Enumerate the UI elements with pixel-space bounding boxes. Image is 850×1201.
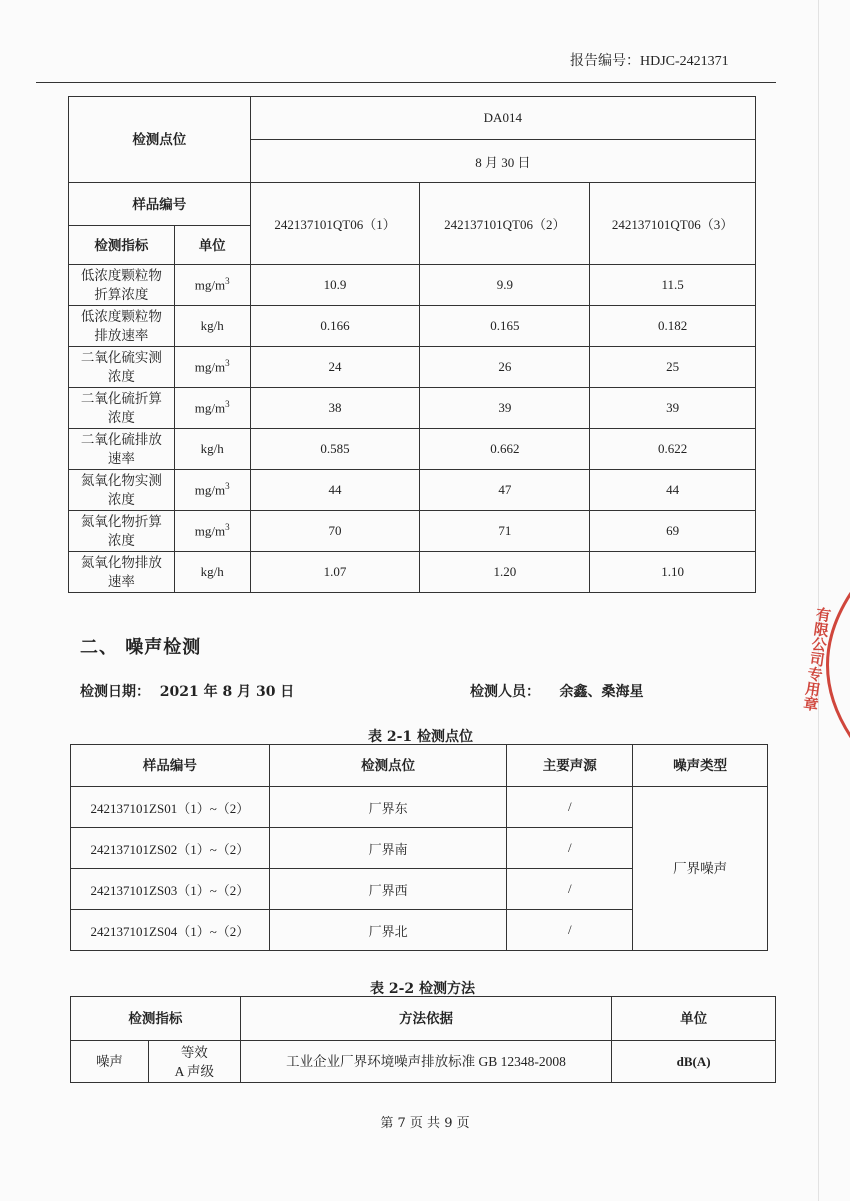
- seal-text: 有限公司专用章: [800, 605, 833, 713]
- header-cell: 噪声类型: [633, 745, 768, 787]
- unit-text: mg/m: [194, 277, 226, 293]
- method-cell: 工业企业厂界环境噪声排放标准 GB 12348-2008: [240, 1041, 611, 1083]
- point-label: 检测点位: [69, 97, 251, 183]
- value-cell: 24: [250, 347, 420, 388]
- table-row: [69, 470, 756, 511]
- source-cell: /: [507, 828, 633, 869]
- indicator-cell: [69, 347, 175, 388]
- indicator-line: 二氧化硫折算: [80, 391, 162, 406]
- value-cell: 0.166: [250, 306, 420, 347]
- unit-cell: [174, 511, 250, 552]
- value-cell: 39: [420, 388, 590, 429]
- unit-cell: [174, 552, 250, 593]
- sample-id: 242137101QT06（3）: [590, 183, 756, 265]
- noise-type-cell: 厂界噪声: [633, 787, 768, 951]
- table-row: [69, 306, 756, 347]
- indicator-line: 速率: [107, 451, 135, 466]
- table-row: [71, 787, 768, 828]
- point-cell: 厂界北: [269, 910, 507, 951]
- indicator-line: 氮氧化物折算: [80, 514, 162, 529]
- source-cell: /: [507, 787, 633, 828]
- source-cell: /: [507, 869, 633, 910]
- indicator-cell: [69, 388, 175, 429]
- header-cell: 单位: [612, 997, 776, 1041]
- test-date-label: 检测日期：: [80, 684, 150, 700]
- unit-exponent: 3: [225, 276, 230, 287]
- value-cell: 44: [590, 470, 756, 511]
- value-cell: 0.165: [420, 306, 590, 347]
- point-cell: 厂界东: [269, 787, 507, 828]
- sample-id: 242137101QT06（1）: [250, 183, 420, 265]
- value-cell: 25: [590, 347, 756, 388]
- value-cell: 0.662: [420, 429, 590, 470]
- unit-exponent: 3: [225, 522, 230, 533]
- indicator-line: 低浓度颗粒物: [80, 268, 162, 283]
- indicator-cell: 噪声: [71, 1041, 149, 1083]
- indicator-cell: [69, 306, 175, 347]
- unit-cell: [174, 265, 250, 306]
- indicator-line: 二氧化硫实测: [80, 350, 162, 365]
- company-seal-fragment: [796, 585, 850, 745]
- indicator-line: 浓度: [107, 369, 135, 384]
- unit-cell: [174, 388, 250, 429]
- value-cell: 9.9: [420, 265, 590, 306]
- sample-label: 样品编号: [69, 183, 251, 226]
- sub-indicator-cell: [148, 1041, 240, 1083]
- indicator-cell: [69, 552, 175, 593]
- value-cell: 70: [250, 511, 420, 552]
- test-date: [80, 681, 294, 701]
- value-cell: 69: [590, 511, 756, 552]
- value-cell: 1.07: [250, 552, 420, 593]
- header-rule: [36, 82, 776, 83]
- unit-exponent: 3: [225, 358, 230, 369]
- unit-text: mg/m: [194, 482, 226, 498]
- indicator-cell: [69, 511, 175, 552]
- table-caption: 表 2-2 检测方法: [370, 981, 476, 997]
- unit-label: 单位: [174, 226, 250, 265]
- indicator-line: 低浓度颗粒物: [80, 309, 162, 324]
- indicator-cell: [69, 265, 175, 306]
- source-cell: /: [507, 910, 633, 951]
- indicator-line: 浓度: [107, 492, 135, 507]
- page-number: 第 7 页 共 9 页: [380, 1116, 470, 1131]
- unit-text: kg/h: [200, 318, 224, 333]
- unit-text: mg/m: [194, 523, 226, 539]
- header-cell: 检测点位: [269, 745, 507, 787]
- test-staff-label: 检测人员：: [470, 684, 540, 700]
- unit-cell: [174, 429, 250, 470]
- test-staff-value: 余鑫、桑海星: [559, 684, 644, 700]
- value-cell: 0.182: [590, 306, 756, 347]
- unit-text: kg/h: [200, 441, 224, 456]
- header-cell: 方法依据: [240, 997, 611, 1041]
- table-row: [69, 347, 756, 388]
- unit-text: kg/h: [200, 564, 224, 579]
- section-title: 二、 噪声检测: [80, 637, 202, 658]
- table-caption: 表 2-1 检测点位: [368, 729, 474, 745]
- unit-exponent: 3: [225, 399, 230, 410]
- value-cell: 26: [420, 347, 590, 388]
- unit-cell: dB(A): [612, 1041, 776, 1083]
- value-cell: 44: [250, 470, 420, 511]
- value-cell: 1.20: [420, 552, 590, 593]
- point-cell: 厂界西: [269, 869, 507, 910]
- header-cell: 检测指标: [71, 997, 241, 1041]
- noise-points-table: [70, 744, 768, 951]
- sub-indicator-line: 等效: [180, 1044, 208, 1060]
- value-cell: 0.622: [590, 429, 756, 470]
- value-cell: 10.9: [250, 265, 420, 306]
- header-cell: 样品编号: [71, 745, 270, 787]
- indicator-line: 浓度: [107, 533, 135, 548]
- indicator-line: 折算浓度: [94, 287, 149, 302]
- value-cell: 0.585: [250, 429, 420, 470]
- emission-results-table: [68, 96, 756, 593]
- table-row: [69, 429, 756, 470]
- sample-cell: 242137101ZS04（1）~（2）: [71, 910, 270, 951]
- unit-cell: [174, 470, 250, 511]
- indicator-label: 检测指标: [69, 226, 175, 265]
- indicator-line: 浓度: [107, 410, 135, 425]
- sample-id: 242137101QT06（2）: [420, 183, 590, 265]
- report-number: 报告编号：HDJC-2421371: [570, 54, 729, 69]
- sample-cell: 242137101ZS01（1）~（2）: [71, 787, 270, 828]
- indicator-cell: [69, 470, 175, 511]
- value-cell: 11.5: [590, 265, 756, 306]
- sub-indicator-line: A 声级: [174, 1063, 215, 1079]
- point-value: DA014: [250, 97, 755, 140]
- table-row: [69, 388, 756, 429]
- test-date-value: 2021 年 8 月 30 日: [159, 684, 295, 700]
- header-cell: 主要声源: [507, 745, 633, 787]
- table-row: [69, 552, 756, 593]
- point-cell: 厂界南: [269, 828, 507, 869]
- indicator-line: 氮氧化物实测: [80, 473, 162, 488]
- value-cell: 39: [590, 388, 756, 429]
- sample-cell: 242137101ZS02（1）~（2）: [71, 828, 270, 869]
- table-row: [69, 265, 756, 306]
- value-cell: 47: [420, 470, 590, 511]
- noise-method-table: [70, 996, 776, 1083]
- test-staff: [470, 681, 644, 701]
- unit-cell: [174, 347, 250, 388]
- indicator-line: 二氧化硫排放: [80, 432, 162, 447]
- sample-cell: 242137101ZS03（1）~（2）: [71, 869, 270, 910]
- value-cell: 38: [250, 388, 420, 429]
- indicator-line: 氮氧化物排放: [80, 555, 162, 570]
- unit-text: mg/m: [194, 359, 226, 375]
- unit-exponent: 3: [225, 481, 230, 492]
- date-value: 8 月 30 日: [250, 140, 755, 183]
- indicator-line: 速率: [107, 574, 135, 589]
- indicator-line: 排放速率: [94, 328, 149, 343]
- unit-cell: [174, 306, 250, 347]
- value-cell: 1.10: [590, 552, 756, 593]
- unit-text: mg/m: [194, 400, 226, 416]
- indicator-cell: [69, 429, 175, 470]
- table-row: [69, 511, 756, 552]
- value-cell: 71: [420, 511, 590, 552]
